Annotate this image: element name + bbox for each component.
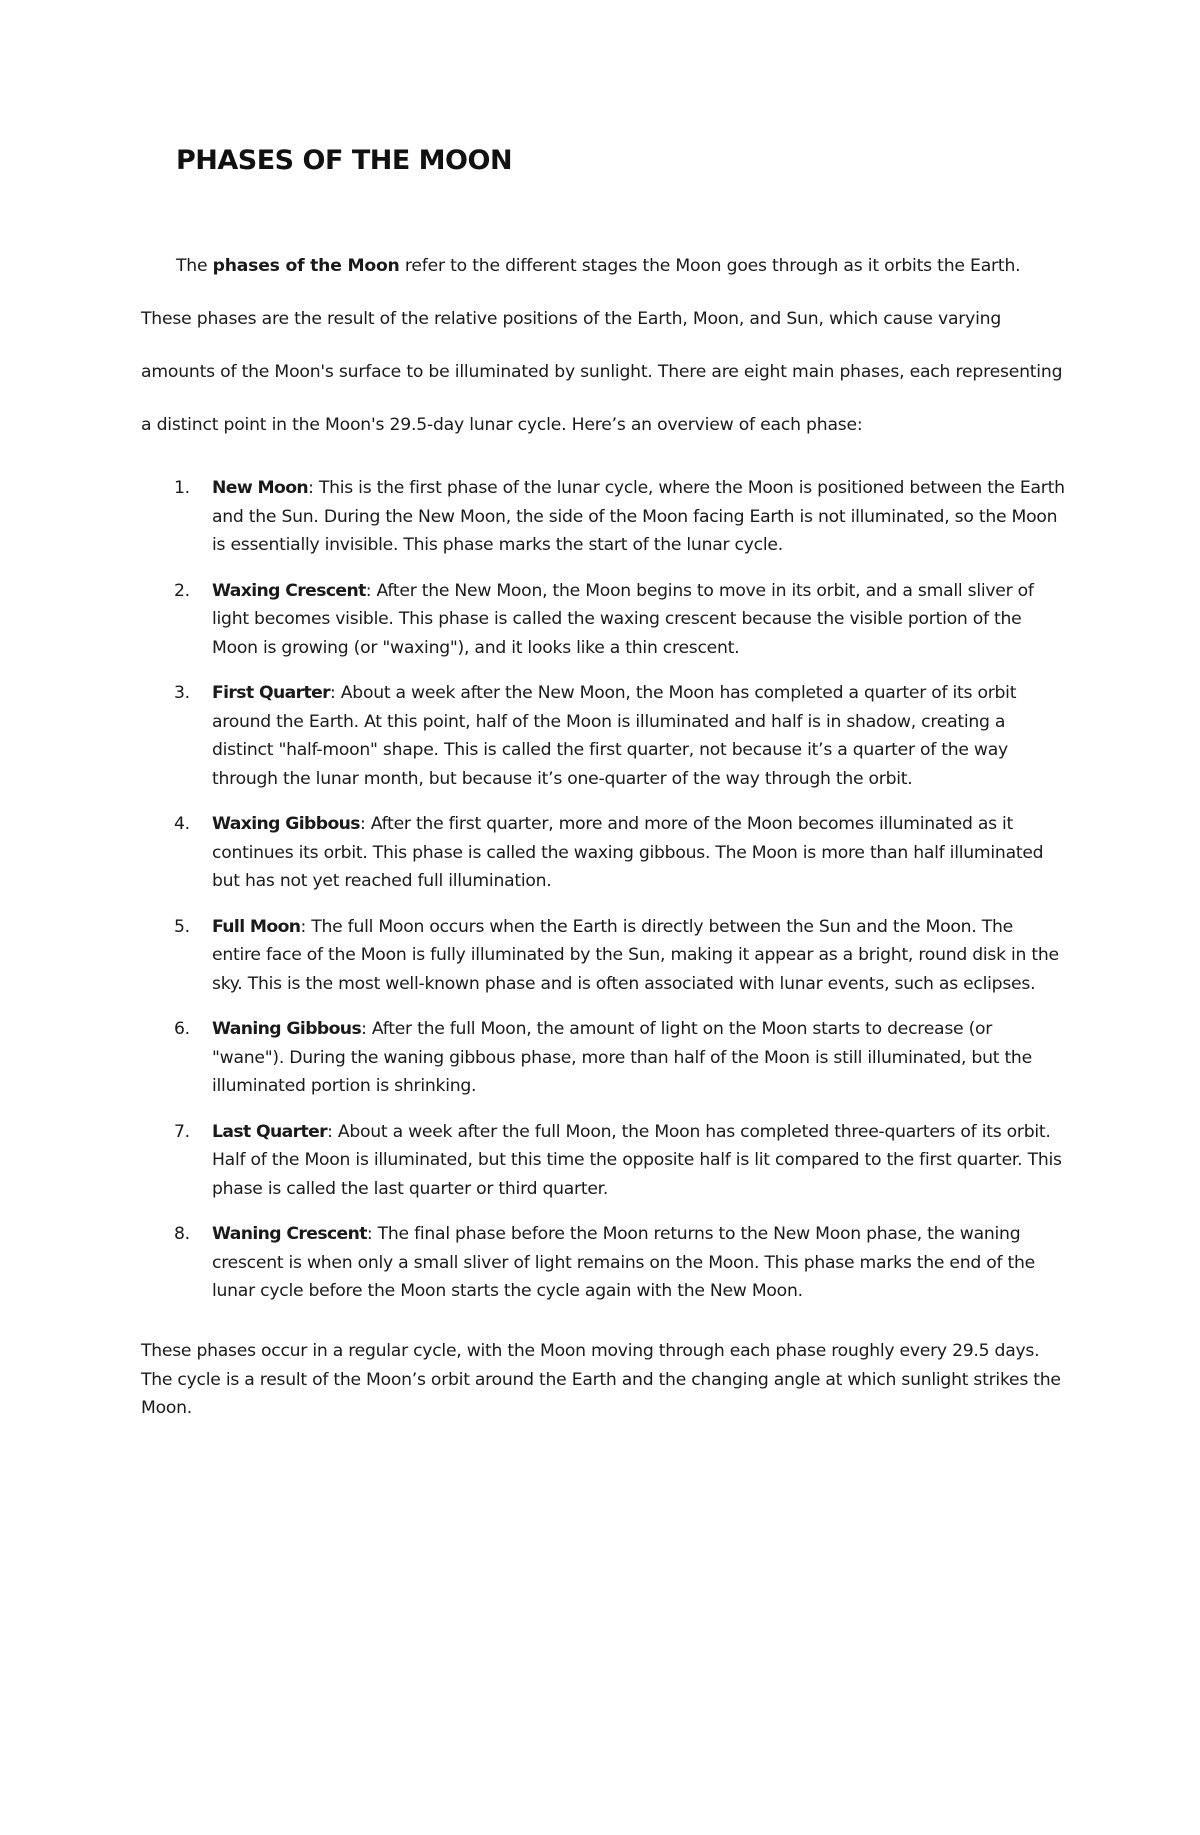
- phase-separator: :: [366, 1224, 378, 1244]
- list-item-number: 8.: [174, 1224, 190, 1244]
- phase-name: Waxing Crescent: [212, 580, 366, 601]
- phase-separator: :: [300, 916, 312, 937]
- phase-name: Full Moon: [212, 916, 301, 937]
- list-item-number: 1.: [174, 478, 190, 498]
- list-item: [141, 1220, 1066, 1306]
- list-item: [141, 577, 1066, 663]
- list-item-number: 2.: [174, 580, 190, 601]
- phase-name: Last Quarter: [212, 1121, 328, 1142]
- intro-paragraph: [141, 240, 1066, 452]
- phase-name: Waning Crescent: [212, 1224, 367, 1244]
- list-item: [141, 474, 1066, 560]
- phase-separator: :: [361, 1019, 372, 1039]
- list-item-number: 7.: [174, 1121, 190, 1142]
- list-item: [141, 810, 1066, 896]
- phase-description: After the full Moon, the amount of light on the Moon starts to decrease (or "wane"). During the waning gibbous phase, more than half of the Moon is still illuminated, but the illuminated portion is shrinking.: [212, 1019, 1032, 1096]
- phase-description: After the New Moon, the Moon begins to move in its orbit, and a small sliver of light becomes visible. This phase is called the waxing crescent because the visible portion of the Moon is growing (or "waxing"), and it looks like a thin crescent.: [212, 580, 1034, 658]
- intro-lead: The: [176, 256, 213, 276]
- list-item: [141, 1118, 1066, 1204]
- list-item-number: 4.: [174, 814, 190, 834]
- phase-separator: :: [359, 814, 371, 834]
- phase-separator: :: [308, 478, 319, 498]
- closing-paragraph: These phases occur in a regular cycle, with the Moon moving through each phase roughly every 29.5 days. The cycle is a result of the Moon’s orbit around the Earth and the changing angle at which sunlight strikes the Moon.: [141, 1341, 1061, 1418]
- phase-description: The final phase before the Moon returns to the New Moon phase, the waning crescent is when only a small sliver of light remains on the Moon. This phase marks the end of the lunar cycle before the Moon starts the cycle again with the New Moon.: [212, 1224, 1036, 1301]
- list-item: [141, 1015, 1066, 1101]
- intro-bold-term: phases of the Moon: [212, 256, 400, 276]
- phase-description: About a week after the New Moon, the Moon has completed a quarter of its orbit around the Earth. At this point, half of the Moon is illuminated and half is in shadow, creating a distinct "half-moon" shape. This is called the first quarter, not because it’s a quarter of the way through the lunar month, but because it’s one-quarter of the way through the orbit.: [212, 683, 1017, 789]
- list-item-number: 5.: [174, 916, 190, 937]
- phase-name: First Quarter: [212, 683, 331, 703]
- phase-name: Waning Gibbous: [212, 1019, 362, 1039]
- list-item: [141, 679, 1066, 793]
- phase-name: Waxing Gibbous: [212, 814, 360, 834]
- phase-name: New Moon: [212, 478, 309, 498]
- phase-separator: :: [365, 580, 377, 601]
- phase-separator: :: [330, 683, 341, 703]
- phase-description: About a week after the full Moon, the Moon has completed three-quarters of its orbit. Half of the Moon is illuminated, but this time the opposite half is lit compared to the first quarter. This phase is called the last quarter or third quarter.: [212, 1121, 1062, 1199]
- phase-description: After the first quarter, more and more of the Moon becomes illuminated as it continues its orbit. This phase is called the waxing gibbous. The Moon is more than half illuminated but has not yet reached full illumination.: [212, 814, 1044, 891]
- intro-text: refer to the different stages the Moon goes through as it orbits the Earth. These phases are the result of the relative positions of the Earth, Moon, and Sun, which cause varying amounts of the Moon's surface to be illuminated by sunlight. There are eight main phases, each representing a distinct point in the Moon's 29.5-day lunar cycle. Here’s an overview of each phase:: [141, 256, 1063, 435]
- list-item-number: 3.: [174, 683, 190, 703]
- page-title: PHASES OF THE MOON: [176, 145, 513, 176]
- phase-list: [141, 474, 1066, 1323]
- phase-description: The full Moon occurs when the Earth is directly between the Sun and the Moon. The entire face of the Moon is fully illuminated by the Sun, making it appear as a bright, round disk in the sky. This is the most well-known phase and is often associated with lunar events, such as eclipses.: [212, 916, 1059, 994]
- phase-description: This is the first phase of the lunar cycle, where the Moon is positioned between the Earth and the Sun. During the New Moon, the side of the Moon facing Earth is not illuminated, so the Moon is essentially invisible. This phase marks the start of the lunar cycle.: [212, 478, 1065, 555]
- phase-separator: :: [327, 1121, 338, 1142]
- list-item-number: 6.: [174, 1019, 190, 1039]
- list-item: [141, 913, 1066, 999]
